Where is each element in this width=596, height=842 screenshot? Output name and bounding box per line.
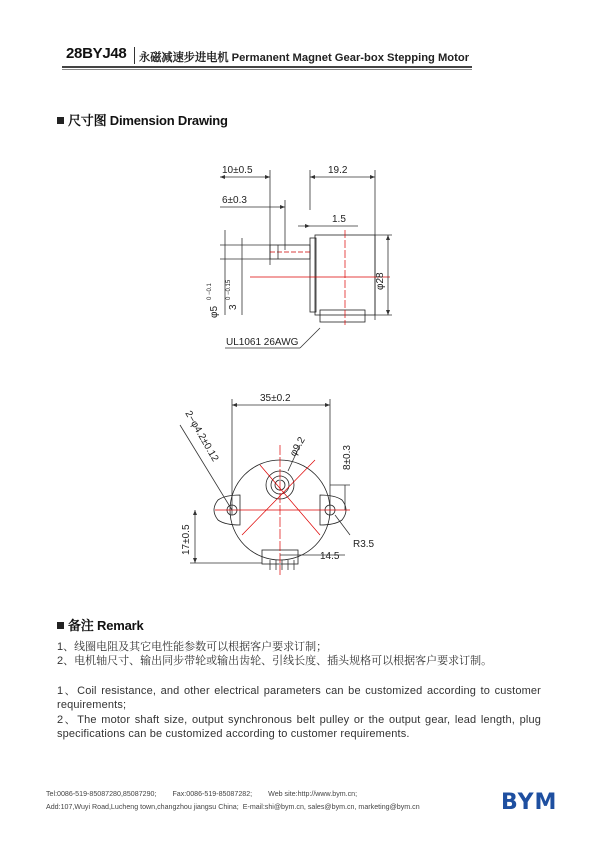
- footer-address-line: [46, 803, 436, 811]
- remark-section-label: 备注 Remark: [68, 618, 144, 633]
- dim-flat-tol-label: 0 −0.15: [226, 279, 232, 300]
- dim-width-label: 35±0.2: [260, 393, 291, 404]
- bym-logo: BYM: [501, 790, 558, 815]
- bullet-square-icon: [57, 117, 64, 124]
- dim-shaft-dia-label: φ5: [209, 305, 220, 318]
- footer-fax: Fax:0086-519-85087282;: [172, 790, 253, 798]
- bullet-square-icon: [57, 622, 64, 629]
- dim-gap-label: 1.5: [332, 214, 346, 225]
- dim-length-label: 19.2: [328, 165, 348, 176]
- dim-flat-label: 3: [228, 304, 239, 310]
- dim-offset-label: 8±0.3: [342, 445, 353, 470]
- footer-email[interactable]: E-mail:shi@bym.cn, sales@bym.cn, marketing@bym.cn: [242, 803, 420, 811]
- remark-en-list: [57, 684, 541, 741]
- dim-height-label: 17±0.5: [181, 524, 192, 555]
- header-rule-thin: [62, 69, 472, 70]
- footer-tel: Tel:0086-519-85087280,85087290;: [46, 790, 157, 798]
- dim-body-dia-label: φ28: [375, 272, 386, 290]
- remark-en-item: 2、The motor shaft size, output synchronous belt pulley or the output gear, lead length, plug specifications can be customized according to customer requirements.: [57, 713, 541, 740]
- header-separator: [134, 47, 135, 64]
- dim-mid-label: 6±0.3: [222, 195, 247, 206]
- model-number: 28BYJ48: [66, 45, 127, 62]
- front-view-drawing: [170, 385, 400, 580]
- remark-zh-item: 2、电机轴尺寸、输出同步带轮或输出齿轮、引线长度、插头规格可以根据客户要求订制。: [57, 655, 493, 668]
- dim-boss-label: φ9.2: [288, 435, 308, 459]
- remark-zh-item: 1、线圈电阻及其它电性能参数可以根据客户要求订制；: [57, 641, 328, 653]
- remark-section-title: [57, 615, 144, 634]
- dim-radius-label: R3.5: [353, 539, 375, 550]
- remark-en-item: 1、Coil resistance, and other electrical parameters can be customized according to customer requirements;: [57, 685, 541, 712]
- dim-top-label: 10±0.5: [222, 165, 253, 176]
- dim-bottom-label: 14.5: [320, 551, 340, 562]
- dim-shaft-tol-label: 0 −0.1: [207, 283, 213, 300]
- wire-label: UL1061 26AWG: [226, 337, 299, 348]
- dimension-section-title: [57, 110, 228, 129]
- footer-web[interactable]: Web site:http://www.bym.cn;: [268, 790, 358, 798]
- header-rule: [62, 66, 472, 68]
- remark-zh-list: [57, 640, 541, 669]
- dimension-section-label: 尺寸图 Dimension Drawing: [68, 113, 228, 128]
- dim-holes-label: 2−φ4.2±0.12: [182, 409, 221, 464]
- footer-contact-line: [46, 790, 373, 798]
- product-subtitle: 永磁减速步进电机 Permanent Magnet Gear-box Stepping Motor: [139, 52, 470, 64]
- side-view-drawing: [190, 150, 420, 360]
- page-header: [62, 44, 472, 68]
- footer-address: Add:107,Wuyi Road,Lucheng town,changzhou jiangsu China;: [46, 803, 239, 811]
